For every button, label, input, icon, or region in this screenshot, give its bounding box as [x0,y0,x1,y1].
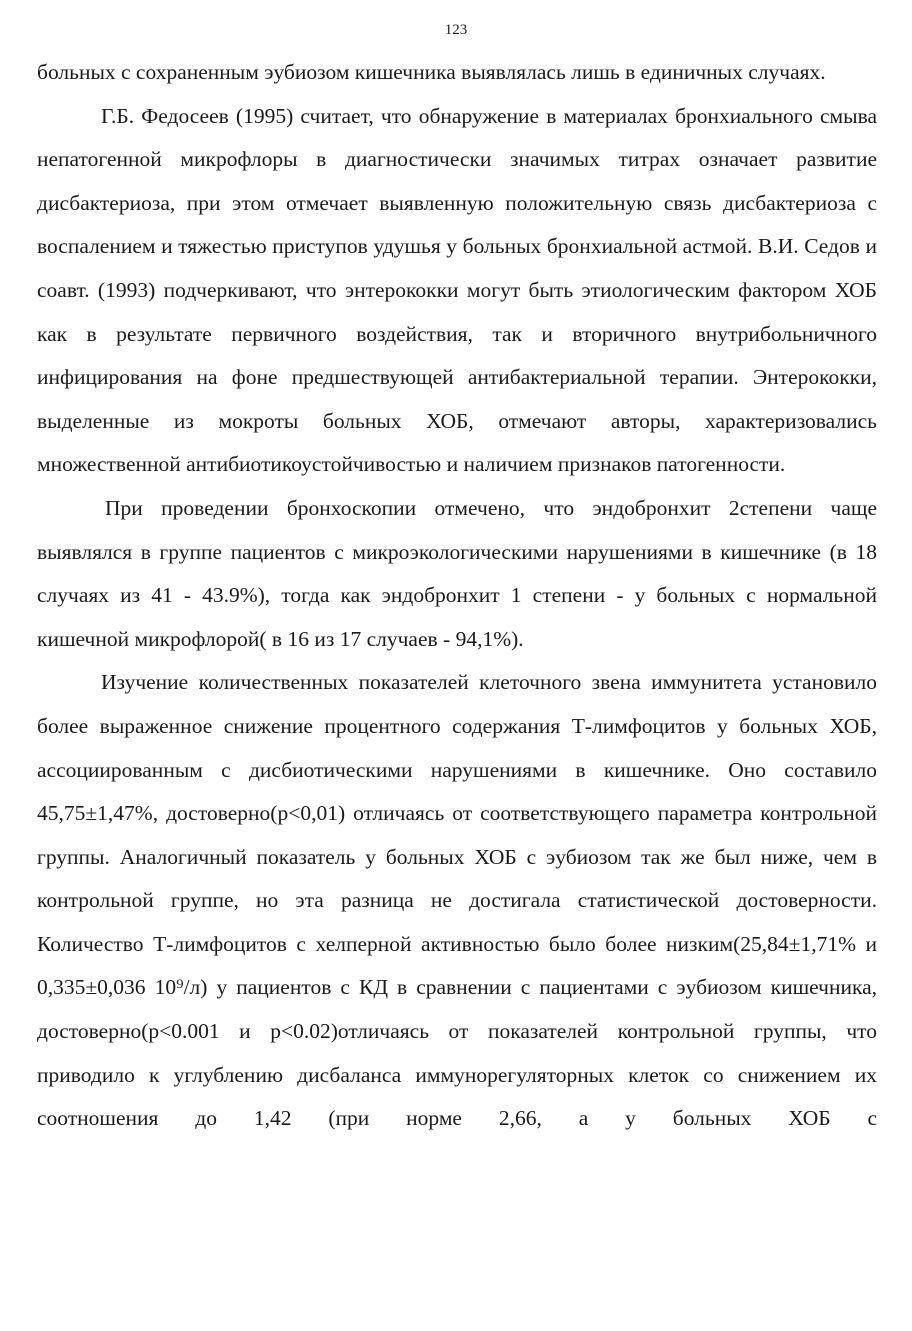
paragraph-immunity: Изучение количественных показателей клеточного звена иммунитета установило более выраженное снижение процентного содержания Т-лимфоцитов у больных ХОБ, ассоциированным с дисбиотическими нарушениями в кишечнике. Оно составило 45,75±1,47%, достоверно(р<0,01) отличаясь от соответствующего параметра контрольной группы. Аналогичный показатель у больных ХОБ с эубиозом так же был ниже, чем в контрольной группе, но эта разница не достигала статистической достоверности. Количество Т-лимфоцитов с хелперной активностью было более низким(25,84±1,71% и 0,335±0,036 10⁹/л) у пациентов с КД в сравнении с пациентами с эубиозом кишечника, достоверно(р<0.001 и р<0.02)отличаясь от показателей контрольной группы, что приводило к углублению дисбаланса иммунорегуляторных клеток со снижением их соотношения до 1,42 (при норме 2,66, а у больных ХОБ с [37,670,877,1131]
page-number: 123 [444,22,468,38]
document-body [37,51,877,1141]
paragraph-continuation: больных с сохраненным эубиозом кишечника выявлялась лишь в единичных случаях. [37,60,826,84]
paragraph-bronchoscopy: При проведении бронхоскопии отмечено, что эндобронхит 2степени чаще выявлялся в группе пациентов с микроэкологическими нарушениями в кишечнике (в 18 случаях из 41 - 43.9%), тогда как эндобронхит 1 степени - у больных с нормальной кишечной микрофлорой( в 16 из 17 случаев - 94,1%). [37,495,877,651]
paragraph-fedoseev: Г.Б. Федосеев (1995) считает, что обнаружение в материалах бронхиального смыва непатогенной микрофлоры в диагностически значимых титрах означает развитие дисбактериоза, при этом отмечает выявленную положительную связь дисбактериоза с воспалением и тяжестью приступов удушья у больных бронхиальной астмой. В.И. Седов и соавт. (1993) подчеркивают, что энтерококки могут быть этиологическим фактором ХОБ как в результате первичного воздействия, так и вторичного внутрибольничного инфицирования на фоне предшествующей антибактериальной терапии. Энтерококки, выделенные из мокроты больных ХОБ, отмечают авторы, характеризовались множественной антибиотикоустойчивостью и наличием признаков патогенности. [37,103,877,477]
